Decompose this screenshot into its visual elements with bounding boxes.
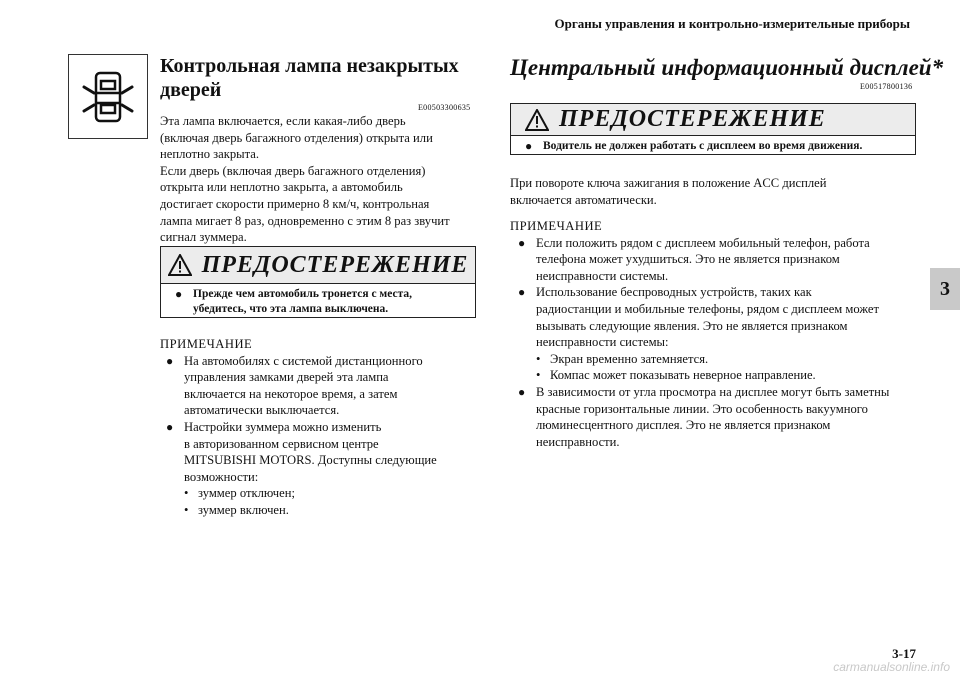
warning-body xyxy=(161,284,475,317)
note-line: возможности: xyxy=(184,469,259,484)
note-left xyxy=(160,336,490,519)
note-item xyxy=(166,353,490,419)
note-line: люминесцентного дисплея. Это не является признаком xyxy=(536,418,831,433)
sub-item: • Компас может показывать неверное направление. xyxy=(536,368,816,383)
note-line: Использование беспроводных устройств, таких как xyxy=(536,285,812,300)
section-code: E00503300635 xyxy=(418,103,471,112)
warning-item xyxy=(175,287,467,317)
bullet-icon: ● xyxy=(518,384,526,399)
note-line: неисправности системы: xyxy=(536,335,669,350)
note-line: вызывать следующие явления. Это не является признаком xyxy=(536,318,848,333)
text-line: (включая дверь багажного отделения) открыта или xyxy=(160,130,433,145)
bullet-icon: ● xyxy=(518,285,526,300)
note-item xyxy=(166,419,490,519)
warning-title: ПРЕДОСТЕРЕЖЕНИЕ xyxy=(559,106,826,132)
note-line: в авторизованном сервисном центре xyxy=(184,436,379,451)
display-intro xyxy=(510,175,920,208)
note-line: автоматически выключается. xyxy=(184,403,340,418)
sub-item: • Экран временно затемняется. xyxy=(536,351,709,366)
note-line: Если положить рядом с дисплеем мобильный телефон, работа xyxy=(536,235,870,250)
door-ajar-warning-icon xyxy=(68,54,148,139)
sub-text: Экран временно затемняется. xyxy=(550,351,709,366)
note-line: MITSUBISHI MOTORS. Доступны следующие xyxy=(184,453,437,468)
warning-line: Прежде чем автомобиль тронется с места, xyxy=(193,288,413,300)
warning-triangle-icon xyxy=(168,254,192,276)
text-line: При повороте ключа зажигания в положение ACC дисплей xyxy=(510,176,827,190)
note-line: красные горизонтальные линии. Это особенность вакуумного xyxy=(536,401,868,416)
door-lamp-description xyxy=(160,113,490,246)
text-line: лампа мигает 8 раз, одновременно с этим 8 раз звучит xyxy=(160,213,450,228)
warning-header xyxy=(511,104,915,136)
note-line: неисправности. xyxy=(536,434,620,449)
sub-item: • зуммер включен. xyxy=(184,502,289,517)
warning-box-right xyxy=(510,103,916,155)
warning-title: ПРЕДОСТЕРЕЖЕНИЕ xyxy=(201,251,469,278)
running-header: Органы управления и контрольно-измерительные приборы xyxy=(554,16,910,31)
warning-box-left xyxy=(160,246,476,318)
note-line: включается на некоторое время, а затем xyxy=(184,386,398,401)
watermark: carmanualsonline.info xyxy=(833,660,950,674)
note-title: ПРИМЕЧАНИЕ xyxy=(160,337,253,351)
text-line: сигнал зуммера. xyxy=(160,230,247,245)
note-line: Настройки зуммера можно изменить xyxy=(184,419,382,434)
sub-item: • зуммер отключен; xyxy=(184,486,295,501)
sub-text: Компас может показывать неверное направление. xyxy=(550,368,816,383)
note-line: радиостанции и мобильные телефоны, рядом с дисплеем может xyxy=(536,301,879,316)
sub-text: зуммер включен. xyxy=(198,502,289,517)
text-line: открыта или неплотно закрыта, а автомобиль xyxy=(160,180,403,195)
note-item xyxy=(518,235,920,285)
note-line: управления замками дверей эта лампа xyxy=(184,370,389,385)
chapter-tab: 3 xyxy=(930,268,960,310)
page-number: 3-17 xyxy=(892,646,916,661)
note-line: В зависимости от угла просмотра на дисплее могут быть заметны xyxy=(536,384,890,399)
bullet-icon: ● xyxy=(166,419,174,434)
section-title-door-lamp xyxy=(160,54,459,102)
title-line: Контрольная лампа незакрытых xyxy=(160,55,459,77)
sub-text: зуммер отключен; xyxy=(198,486,295,501)
note-line: неисправности системы. xyxy=(536,268,669,283)
title-line: дверей xyxy=(160,79,222,101)
warning-body xyxy=(511,136,915,154)
text-line: Если дверь (включая дверь багажного отделения) xyxy=(160,163,426,178)
bullet-icon: ● xyxy=(166,353,174,368)
note-title: ПРИМЕЧАНИЕ xyxy=(510,219,603,233)
warning-line: Водитель не должен работать с дисплеем во время движения. xyxy=(543,140,863,152)
section-title-info-display: Центральный информационный дисплей* xyxy=(510,55,944,80)
text-line: неплотно закрыта. xyxy=(160,147,260,162)
note-item xyxy=(518,384,920,450)
text-line: включается автоматически. xyxy=(510,192,657,207)
note-line: На автомобилях с системой дистанционного xyxy=(184,353,423,368)
bullet-icon: ● xyxy=(175,287,183,301)
warning-item xyxy=(525,139,907,154)
note-line: телефона может ухудшиться. Это не является признаком xyxy=(536,252,840,267)
bullet-icon: ● xyxy=(525,139,533,153)
warning-triangle-icon xyxy=(525,109,549,131)
section-code: E00517800136 xyxy=(860,82,913,91)
warning-header xyxy=(161,247,475,284)
text-line: достигает скорости примерно 8 км/ч, контрольная xyxy=(160,196,430,211)
warning-line: убедитесь, что эта лампа выключена. xyxy=(193,303,389,315)
text-line: Эта лампа включается, если какая-либо дверь xyxy=(160,114,406,128)
note-item xyxy=(518,284,920,384)
bullet-icon: ● xyxy=(518,235,526,250)
note-right xyxy=(510,218,920,450)
